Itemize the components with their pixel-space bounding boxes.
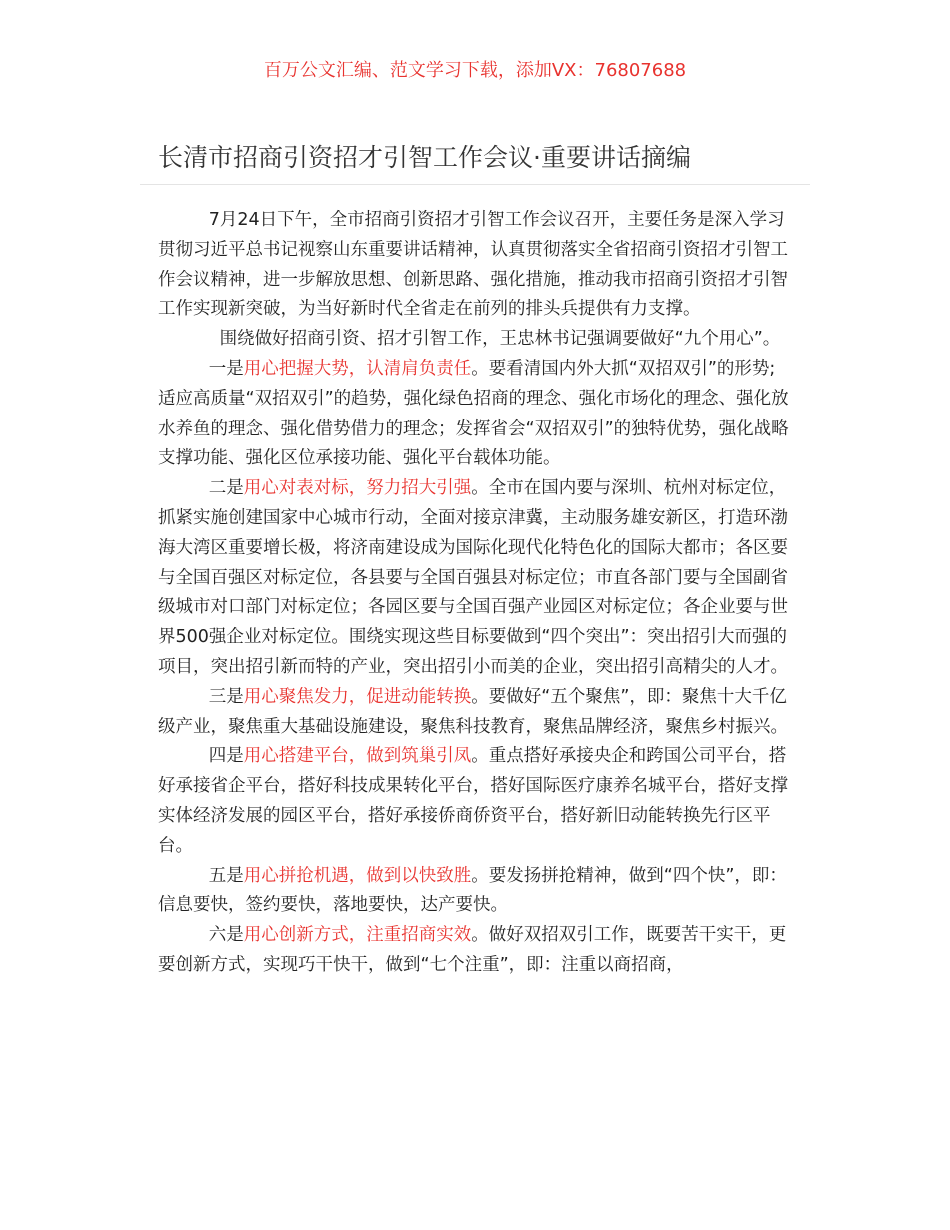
point-text: 。要发扬拼抢精神，做到“四个快”，即：信息要快，签约要快，落地要快，达产要快。 <box>158 865 787 916</box>
page-title: 长清市招商引资招才引智工作会议·重要讲话摘编 <box>158 143 691 172</box>
point-heading: 用心聚焦发力，促进动能转换 <box>243 686 472 707</box>
point-text: 。要做好“五个聚焦”，即：聚焦十大千亿级产业，聚焦重大基础设施建设，聚焦科技教育，聚焦品牌经济，聚焦乡村振兴。 <box>158 686 788 737</box>
point-heading: 用心对表对标，努力招大引强 <box>243 478 472 499</box>
point-paragraph <box>158 862 790 922</box>
point-heading: 用心创新方式，注重招商实效 <box>243 925 472 946</box>
point-heading: 用心把握大势，认清肩负责任 <box>243 358 472 379</box>
title-divider <box>140 184 810 185</box>
summary-paragraph: 围绕做好招商引资、招才引智工作，王忠林书记强调要做好“九个用心”。 <box>219 329 781 350</box>
point-paragraph <box>158 921 790 981</box>
point-paragraph <box>158 474 790 683</box>
point-paragraph <box>158 355 790 474</box>
point-lead: 六是 <box>208 925 244 946</box>
point-heading: 用心拼抢机遇，做到以快致胜 <box>243 865 472 886</box>
point-text: 。做好双招双引工作，既要苦干实干，更要创新方式，实现巧干快干，做到“七个注重”，即：注重以商招商， <box>158 925 787 975</box>
point-heading: 用心搭建平台，做到筑巢引凤 <box>243 746 472 767</box>
article-body <box>158 206 790 981</box>
point-lead: 四是 <box>208 746 244 767</box>
point-text: 。重点搭好承接央企和跨国公司平台，搭好承接省企平台，搭好科技成果转化平台，搭好国际医疗康养名城平台，搭好支撑实体经济发展的园区平台，搭好承接侨商侨资平台，搭好新旧动能转换先行区平台。 <box>158 746 788 856</box>
point-text: 。全市在国内要与深圳、杭州对标定位，抓紧实施创建国家中心城市行动，全面对接京津冀，主动服务雄安新区，打造环渤海大湾区重要增长极，将济南建设成为国际化现代化特色化的国际大都市；各区要与全国百强区对标定位，各县要与全国百强县对标定位；市直各部门要与全国副省级城市对口部门对标定位；各园区要与全国百强产业园区对标定位；各企业要与世界500强企业对标定位。围绕实现这些目标要做到“四个突出”：突出招引大而强的项目，突出招引新而特的产业，突出招引小而美的企业，突出招引高精尖的人才。 <box>158 478 788 677</box>
point-lead: 一是 <box>208 358 244 379</box>
point-lead: 三是 <box>208 686 244 707</box>
promo-banner: 百万公文汇编、范文学习下载，添加VX：76807688 <box>263 60 687 81</box>
point-lead: 二是 <box>208 478 244 499</box>
point-lead: 五是 <box>208 865 244 886</box>
point-paragraph <box>158 742 790 861</box>
intro-paragraph: 7月24日下午，全市招商引资招才引智工作会议召开，主要任务是深入学习贯彻习近平总书记视察山东重要讲话精神，认真贯彻落实全省招商引资招才引智工作会议精神，进一步解放思想、创新思路、强化措施，推动我市招商引资招才引智工作实现新突破，为当好新时代全省走在前列的排头兵提供有力支撑。 <box>158 210 788 320</box>
point-text: 。要看清国内外大抓“双招双引”的形势;适应高质量“双招双引”的趋势，强化绿色招商的理念、强化市场化的理念、强化放水养鱼的理念、强化借势借力的理念；发挥省会“双招双引”的独特优势，强化战略支撑功能、强化区位承接功能、强化平台载体功能。 <box>158 358 789 469</box>
point-paragraph <box>158 683 790 743</box>
